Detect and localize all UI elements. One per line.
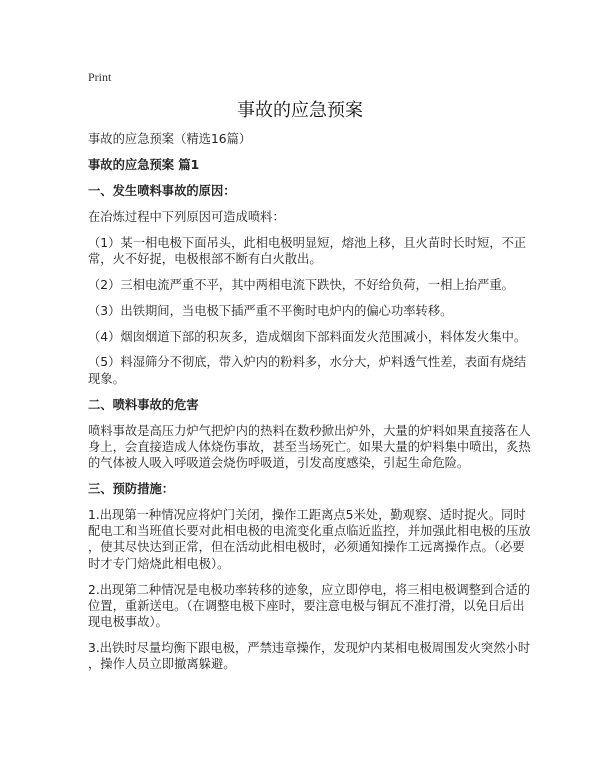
section-heading <box>88 397 528 413</box>
text-line: 常，火不好捉，电极根部不断有白火散出。 <box>88 251 322 266</box>
section-heading <box>88 183 528 199</box>
text-line: 配电工和当班值长要对此相电极的电流变化重点临近监控，并加强此相电极的压放 <box>88 524 531 539</box>
text-line: 一、发生喷料事故的原因： <box>88 183 236 198</box>
paragraph <box>88 209 528 225</box>
text-line: 事故的应急预案 篇1 <box>88 157 200 172</box>
paragraph <box>88 354 528 387</box>
paragraph <box>88 131 528 147</box>
text-line: 的气体被人吸入呼吸道会烧伤呼吸道，引发高度感染，引起生命危险。 <box>88 456 470 471</box>
text-line: 二、喷料事故的危害 <box>88 397 199 412</box>
text-line: 1.出现第一种情况应将炉门关闭，操作工距离点5米处，勤观察、适时捉火。同时 <box>88 507 526 522</box>
text-line: 现电极事故）。 <box>88 615 168 630</box>
paragraph <box>88 235 528 268</box>
paragraph <box>88 507 531 572</box>
section-heading <box>88 157 528 173</box>
text-line: 时才专门焙烧此相电极）。 <box>88 556 230 571</box>
document-title: 事故的应急预案 <box>237 100 363 121</box>
text-line: 3.出铁时尽量均衡下跟电极，严禁违章操作，发现炉内某相电极周围发火突然小时 <box>88 641 531 656</box>
paragraph <box>88 423 531 472</box>
document-body <box>88 131 531 682</box>
text-line: ，操作人员立即撤离躲避。 <box>88 657 236 672</box>
text-line: 2.出现第二种情况是电极功率转移的迹象，应立即停电，将三相电极调整到合适的 <box>88 582 531 597</box>
text-line: 在冶炼过程中下列原因可造成喷料： <box>88 209 285 224</box>
text-line: 身上，会直接造成人体烧伤事故，甚至当场死亡。如果大量的炉料集中喷出，炙热 <box>88 439 531 454</box>
text-line: 事故的应急预案（精选16篇） <box>88 132 252 146</box>
paragraph <box>88 640 531 673</box>
text-line: （2）三相电流严重不平，其中两相电流下跌快，不好给负荷，一相上抬严重。 <box>88 277 514 292</box>
section-heading <box>88 481 528 497</box>
text-line: （1）某一相电极下面吊头，此相电极明显短，熔池上移，且火苗时长时短，不正 <box>88 235 527 250</box>
text-line: （3）出铁期间，当电极下插严重不平衡时电炉内的偏心功率转移。 <box>88 303 453 318</box>
print-label: Print <box>88 70 112 84</box>
paragraph <box>88 582 531 631</box>
text-line: 三、预防措施： <box>88 481 175 496</box>
paragraph <box>88 303 528 319</box>
text-line: 喷料事故是高压力炉气把炉内的热料在数秒掀出炉外，大量的炉料如果直接落在人 <box>88 423 531 438</box>
text-line: （4）烟囱烟道下部的积灰多，造成烟囱下部料面发火范围减小，料体发火集中。 <box>88 329 527 344</box>
text-line: 位置，重新送电。（在调整电极下座时，要注意电极与铜瓦不准打滑，以免日后出 <box>88 598 525 613</box>
paragraph <box>88 329 528 345</box>
text-line: 现象。 <box>88 371 125 386</box>
text-line: （5）料湿筛分不彻底，带入炉内的粉料多，水分大，炉料透气性差，表面有烧结 <box>88 355 527 370</box>
text-line: ，使其尽快达到正常，但在活动此相电极时，必须通知操作工远离操作点。（必要 <box>88 540 525 555</box>
paragraph <box>88 277 528 293</box>
